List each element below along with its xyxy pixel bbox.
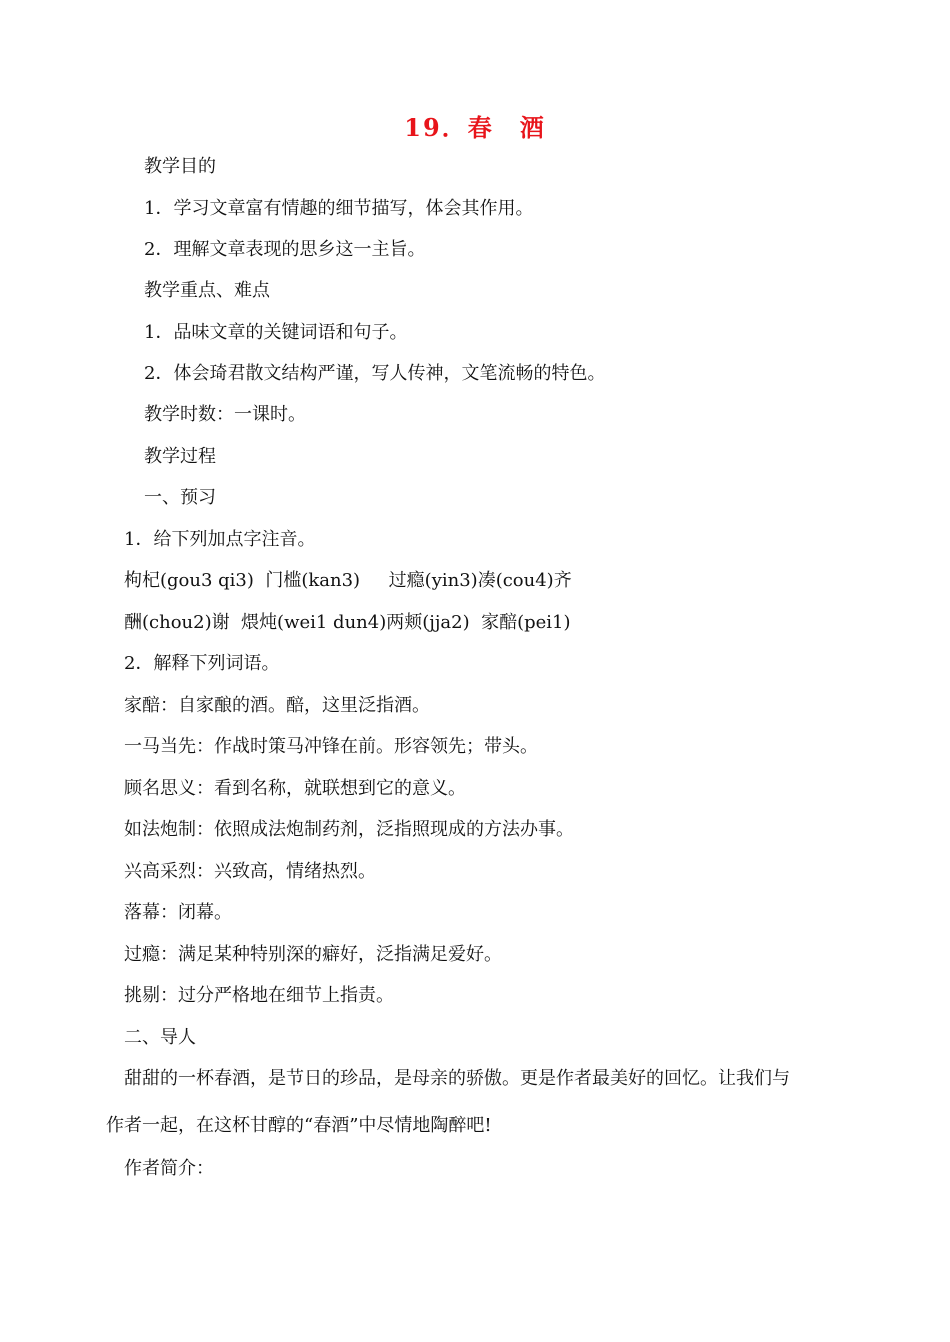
document-title: 19．春 酒 [404,113,546,142]
key-point-item-1: 1．品味文章的关键词语和句子。 [144,322,408,343]
intro-paragraph-line-2: 作者一起，在这杯甘醇的“春酒”中尽情地陶醉吧! [106,1115,492,1136]
preview-task-1: 1．给下列加点字注音。 [124,529,316,550]
heading-teaching-objectives: 教学目的 [144,156,216,177]
key-point-item-2: 2．体会琦君散文结构严谨，写人传神，文笔流畅的特色。 [144,363,606,384]
definition-rufapaozhi: 如法炮制：依照成法炮制药剂，泛指照现成的方法办事。 [124,819,574,840]
section-preview: 一、预习 [144,487,216,508]
intro-paragraph-line-1: 甜甜的一杯春酒，是节日的珍品，是母亲的骄傲。更是作者最美好的回忆。让我们与 [124,1068,790,1089]
definition-guoyin: 过瘾：满足某种特别深的癖好，泛指满足爱好。 [124,944,502,965]
preview-task-2: 2．解释下列词语。 [124,653,280,674]
definition-tiaoti: 挑剔：过分严格地在细节上指责。 [124,985,394,1006]
author-bio-heading: 作者简介： [124,1158,214,1179]
objective-item-1: 1．学习文章富有情趣的细节描写，体会其作用。 [144,198,534,219]
definition-gumingsiyi: 顾名思义：看到名称，就联想到它的意义。 [124,778,466,799]
pinyin-line-2: 酬(chou2)谢 煨炖(wei1 dun4)两颊(jja2) 家醅(pei1) [124,612,571,633]
definition-luomu: 落幕：闭幕。 [124,902,232,923]
definition-xinggaocailie: 兴高采烈：兴致高，情绪热烈。 [124,861,376,882]
pinyin-line-1: 枸杞(gou3 qi3) 门槛(kan3) 过瘾(yin3)凑(cou4)齐 [124,570,572,591]
definition-yimadangxian: 一马当先：作战时策马冲锋在前。形容领先；带头。 [124,736,538,757]
definition-jiapei: 家醅：自家酿的酒。醅，这里泛指酒。 [124,695,430,716]
section-introduction: 二、导人 [124,1027,196,1048]
teaching-hours: 教学时数：一课时。 [144,404,306,425]
heading-key-points: 教学重点、难点 [144,280,270,301]
heading-teaching-process: 教学过程 [144,446,216,467]
objective-item-2: 2．理解文章表现的思乡这一主旨。 [144,239,426,260]
